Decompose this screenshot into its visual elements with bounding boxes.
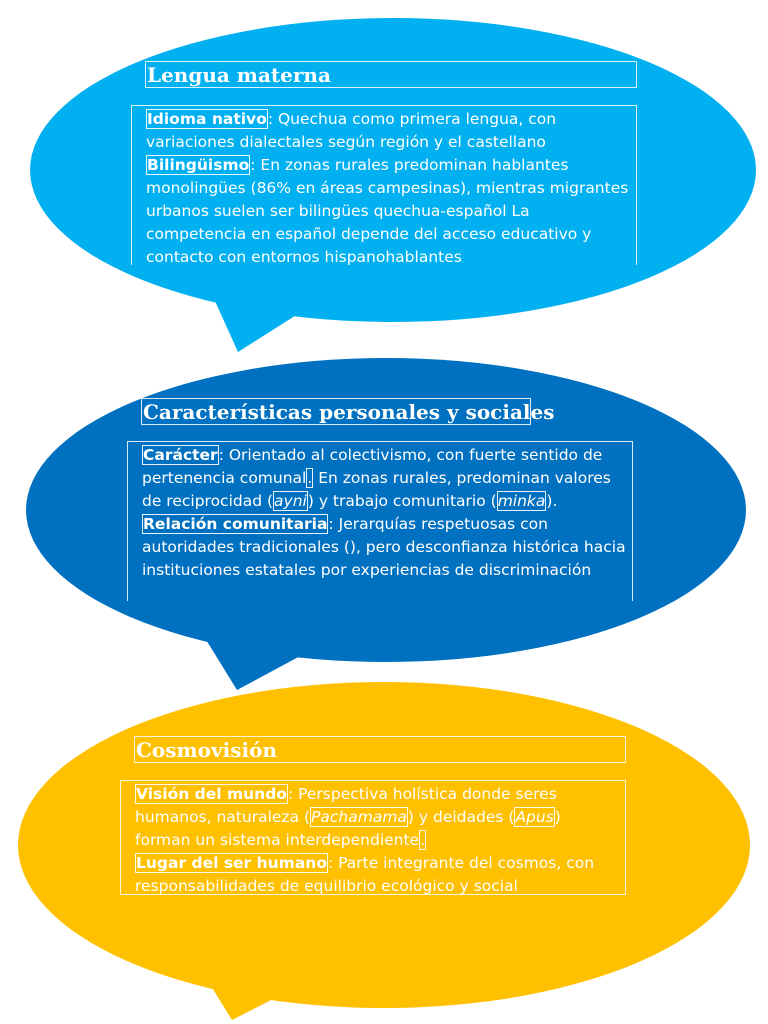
item-text: : Parte integrante del cosmos, con responsabilidades de equilibrio ecológico y social <box>135 854 595 895</box>
item-text: ) y deidades ( <box>407 808 515 826</box>
item-term-minka: minka <box>497 492 546 510</box>
item-text: ) y trabajo comunitario ( <box>307 492 497 510</box>
item-label: Visión del mundo <box>136 785 287 803</box>
item-mark: . <box>307 469 313 487</box>
section-body-lengua-materna <box>131 105 637 265</box>
item-mark: . <box>420 831 426 849</box>
item-term-ayni: ayni <box>274 492 307 510</box>
section-title-caracteristicas <box>141 398 555 425</box>
item-term-pachamama: Pachamama <box>311 808 407 826</box>
item-text: ) forman un sistema interdependiente <box>135 808 561 849</box>
item-term-apus: Apus <box>515 808 554 826</box>
item-text: : Jerarquías respetuosas con autoridades tradicionales (), pero desconfianza histórica hacia instituciones estatales por experiencias de discriminación <box>142 515 626 579</box>
section-title-text: Características personales y sociales <box>143 400 555 424</box>
section-body-caracteristicas <box>127 441 633 601</box>
item-text: : Quechua como primera lengua, con variaciones dialectales según región y el castellano <box>146 110 557 151</box>
section-title-text: Lengua materna <box>147 63 331 87</box>
item-relacion-comunitaria <box>142 513 628 582</box>
item-label: Relación comunitaria <box>143 515 328 533</box>
item-text: ). <box>546 492 558 510</box>
item-idioma-nativo <box>146 108 632 154</box>
section-body-cosmovision <box>120 780 626 895</box>
item-caracter <box>142 444 628 513</box>
section-title-lengua-materna <box>145 61 637 88</box>
item-text: : Orientado al colectivismo, con fuerte sentido de pertenencia comunal <box>142 446 603 487</box>
item-label: Idioma nativo <box>147 110 267 128</box>
section-title-text: Cosmovisión <box>136 738 277 762</box>
item-text: En zonas rurales, predominan valores de reciprocidad ( <box>142 469 611 510</box>
item-bilinguismo <box>146 154 632 269</box>
item-lugar-del-ser-humano <box>135 852 621 898</box>
item-label: Carácter <box>143 446 218 464</box>
item-text: : En zonas rurales predominan hablantes monolingües (86% en áreas campesinas), mientras migrantes urbanos suelen ser bilingües quechua-español La competencia en español depende del acceso educativo y contacto con entornos hispanohablantes <box>146 156 629 266</box>
item-label: Lugar del ser humano <box>136 854 327 872</box>
section-title-cosmovision <box>134 736 626 763</box>
item-label: Bilingüismo <box>147 156 250 174</box>
item-vision-del-mundo <box>135 783 621 852</box>
item-text: : Perspectiva holística donde seres humanos, naturaleza ( <box>135 785 557 826</box>
